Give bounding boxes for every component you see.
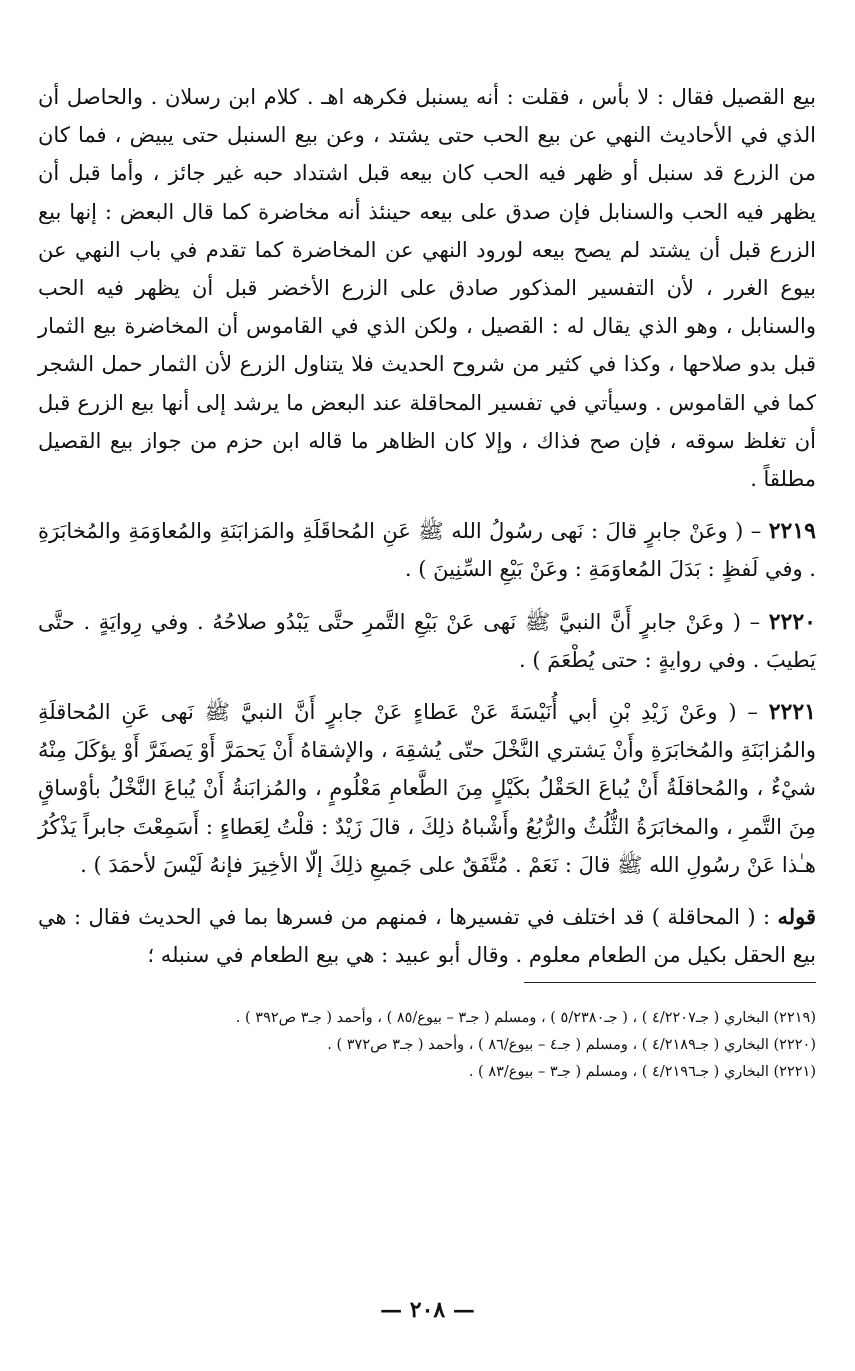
hadith-number: ٢٢١٩ bbox=[768, 518, 816, 545]
hadith-2219 bbox=[38, 512, 816, 588]
footnote-divider bbox=[524, 982, 816, 983]
hadith-2221 bbox=[38, 693, 816, 884]
hadith-2220 bbox=[38, 603, 816, 679]
hadith-number: ٢٢٢١ bbox=[768, 699, 816, 726]
page-content bbox=[38, 78, 816, 1086]
footnote-2219: (٢٢١٩) البخاري ( جـ٤/٢٢٠٧ ) ، ( جـ٥/٢٣٨٠ ) ، ومسلم ( جـ٣ – بيوع/٨٥ ) ، وأحمد ( جـ٣ ص٣٩٢ ) . bbox=[235, 1010, 816, 1027]
footnote-2220: (٢٢٢٠) البخاري ( جـ٤/٢١٨٩ ) ، ومسلم ( جـ٤ – بيوع/٨٦ ) ، وأحمد ( جـ٣ ص٣٧٢ ) . bbox=[327, 1037, 816, 1054]
commentary-paragraph: بيع القصيل فقال : لا بأس ، فقلت : أنه يسنبل فكرهه اهـ . كلام ابن رسلان . والحاصل أن الذي في الأحاديث النهي عن بيع الحب حتى يشتد ، وعن بيع السنبل حتى يبيض ، فما كان من الزرع قد سنبل أو ظهر فيه الحب كان بيعه قبل اشتداد حبه غير جائز ، وأما قبل أن يظهر فيه الحب والسنابل فإن صدق على بيعه حينئذ أنه مخاضرة كما قال البعض : إنها بيع الزرع قبل أن يشتد لم يصح بيعه لورود النهي عن المخاضرة كما تقدم في باب النهي عن بيوع الغرر ، لأن التفسير المذكور صادق على الزرع الأخضر قبل أن يظهر فيه الحب والسنابل ، وهو الذي يقال له : القصيل ، ولكن الذي في القاموس أن المخاضرة بيع الثمار قبل بدو صلاحها ، وكذا في كثير من شروح الحديث فلا يتناول الزرع لأن الثمار حمل الشجر كما في القاموس . وسيأتي في تفسير المحاقلة عند البعض ما يرشد إلى أنها بيع الزرع قبل أن تغلظ سوقه ، فإن صح فذاك ، وإلا كان الظاهر ما قاله ابن حزم من جواز بيع القصيل مطلقاً . bbox=[38, 85, 816, 492]
page-number: — ٢٠٨ — bbox=[380, 1297, 475, 1323]
hadith-number: ٢٢٢٠ bbox=[768, 608, 816, 635]
footnote-2221: (٢٢٢١) البخاري ( جـ٤/٢١٩٦ ) ، ومسلم ( جـ٣ – بيوع/٨٣ ) . bbox=[468, 1064, 816, 1081]
qawluh-label: قوله bbox=[777, 904, 816, 930]
hadith-text: – ( وعَنْ جابرٍ قالَ : نَهى رسُولُ الله ﷺ عَنِ المُحاقَلَةِ والمَزابَنَةِ والمُعاوَمَةِ والمُخابَرَةِ . وفي لَفظٍ : بَدَلَ المُعاوَمَةِ : وعَنْ بَيْعِ السِّنِينَ ) . bbox=[38, 519, 816, 582]
qawluh-text: : ( المحاقلة ) قد اختلف في تفسيرها ، فمنهم من فسرها بما في الحديث فقال : هي بيع الحقل بكيل من الطعام معلوم . وقال أبو عبيد : هي بيع الطعام في سنبله ؛ bbox=[38, 905, 816, 968]
hadith-text: – ( وعَنْ زَيْدِ بْنِ أبي أُنَيْسَةَ عَنْ عَطاءٍ عَنْ جابرٍ أَنَّ النبيَّ ﷺ نَهى عَنِ المُحاقلَةِ والمُزابَنَةِ والمُخابَرَةِ وأَنْ يَشتري النَّخْلَ حتّى يُشقِهَ ، والإشقاهُ أَنْ يَحمَرَّ أَوْ يَصفَرَّ أَوْ يؤكَلَ مِنْهُ شيْءٌ ، والمُحاقلَةُ أَنْ يُباعَ الحَقْلُ بكَيْلٍ مِنَ الطَّعامِ مَعْلُومٍ ، والمُزابَنةُ أَنْ يُباعَ النَّخْلُ بأوْساقٍ مِنَ التَّمرِ ، والمخابَرَةُ الثُّلُثُ والرُّبُعُ وأَشْباهُ ذلِكَ ، قالَ زَيْدٌ : قلْتُ لِعَطاءٍ : أَسَمِعْتَ جابراً يَذْكُرُ هـٰذا عَنْ رسُولِ الله ﷺ قالَ : نَعَمْ . مُتَّفَقٌ على جَميعِ ذلِكَ إلّا الأخِيرَ فإنهُ لَيْسَ لأحمَدَ ) . bbox=[38, 700, 816, 877]
hadith-text: – ( وعَنْ جابرٍ أَنَّ النبيَّ ﷺ نَهى عَنْ بَيْعِ التَّمرِ حتَّى يَبْدُو صلاحُهُ . وفي رِوايَةٍ . حتَّى يَطيبَ . وفي روايةٍ : حتى يُطْعَمَ ) . bbox=[38, 609, 816, 672]
qawluh-paragraph bbox=[38, 898, 816, 974]
